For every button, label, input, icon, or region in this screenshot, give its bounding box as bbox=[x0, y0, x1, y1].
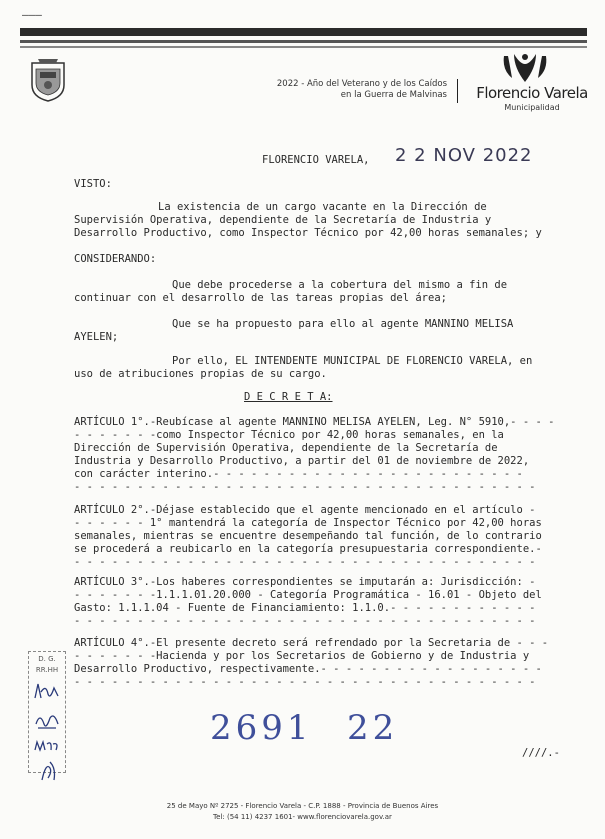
header-divider bbox=[457, 79, 458, 103]
decree-year: 22 bbox=[347, 708, 399, 748]
decree-number: 2691 bbox=[210, 708, 313, 748]
art3-line-3: Gasto: 1.1.1.04 - Fuente de Financiamiento: 1.1.0.- - - - - - - - - - - - bbox=[74, 602, 536, 614]
decreta-heading: D E C R E T A: bbox=[244, 391, 333, 403]
art1-line-1: ARTÍCULO 1°.-Reubícase al agente MANNINO MELISA AYELEN, Leg. N° 5910,- - - - bbox=[74, 416, 555, 428]
initials-signature-2 bbox=[32, 710, 62, 732]
art3-line-2: - - - - - - -1.1.1.01.20.000 - Categoría Programática - 16.01 - Objeto del bbox=[74, 589, 542, 601]
considerando-2-line-2: AYELEN; bbox=[74, 331, 119, 343]
por-ello-line-1: Por ello, EL INTENDENTE MUNICIPAL DE FLORENCIO VARELA, en bbox=[172, 355, 533, 367]
logo-name: Florencio Varela bbox=[476, 84, 588, 102]
slogan-line-1: 2022 - Año del Veterano y de los Caídos bbox=[276, 79, 447, 89]
top-scan-bar bbox=[20, 28, 587, 36]
visto-heading: VISTO: bbox=[74, 178, 112, 190]
slogan-line-2: en la Guerra de Malvinas bbox=[340, 90, 447, 100]
considerando-2-line-1: Que se ha propuesto para ello al agente MANNINO MELISA bbox=[172, 318, 514, 330]
florencio-varela-logo-icon bbox=[500, 52, 550, 84]
art1-line-2: - - - - - - -como Inspector Técnico por 42,00 horas semanales, en la bbox=[74, 429, 504, 441]
top-scan-line-thin bbox=[20, 46, 587, 48]
art2-line-5: - - - - - - - - - - - - - - - - - - - - - - - - - - - - - - - - - - - - - bbox=[74, 556, 536, 568]
initials-signature-1 bbox=[32, 680, 62, 702]
continuation-mark: ////.- bbox=[522, 747, 560, 759]
art4-line-2: - - - - - - -Hacienda y por los Secretarios de Gobierno y de Industria y bbox=[74, 650, 530, 662]
art4-line-1: ARTÍCULO 4°.-El presente decreto será refrendado por la Secretaria de - - - bbox=[74, 637, 549, 649]
initials-signature-3 bbox=[32, 736, 62, 756]
art4-line-4: - - - - - - - - - - - - - - - - - - - - - - - - - - - - - - - - - - - - - bbox=[74, 676, 536, 688]
initials-signature-4 bbox=[36, 758, 62, 784]
logo-subtitle: Municipalidad bbox=[504, 103, 560, 112]
art3-line-4: - - - - - - - - - - - - - - - - - - - - - - - - - - - - - - - - - - - - - bbox=[74, 615, 536, 627]
footer-contact: Tel: (54 11) 4237 1601- www.florenciovarela.gov.ar bbox=[213, 813, 392, 821]
art2-line-3: semanales, mientras se encuentre desempeñando tal función, de lo contrario bbox=[74, 530, 542, 542]
top-mark: ——— bbox=[22, 8, 42, 21]
art2-line-1: ARTÍCULO 2°.-Déjase establecido que el agente mencionado en el artículo - bbox=[74, 504, 536, 516]
visto-line-2: Supervisión Operativa, dependiente de la Secretaría de Industria y bbox=[74, 214, 492, 226]
art3-line-1: ARTÍCULO 3°.-Los haberes correspondientes se imputarán a: Jurisdicción: - bbox=[74, 576, 536, 588]
initials-box-line-2: RR.HH bbox=[35, 666, 59, 674]
date-stamp: 2 2 NOV 2022 bbox=[395, 145, 533, 166]
date-label: FLORENCIO VARELA, bbox=[262, 154, 370, 166]
visto-line-3: Desarrollo Productivo, como Inspector Técnico por 42,00 horas semanales; y bbox=[74, 227, 542, 239]
considerando-1-line-1: Que debe procederse a la cobertura del mismo a fin de bbox=[172, 279, 508, 291]
footer-address: 25 de Mayo Nº 2725 - Florencio Varela - C.P. 1888 - Provincia de Buenos Aires bbox=[166, 802, 439, 810]
art1-line-4: Industria y Desarrollo Productivo, a partir del 01 de noviembre de 2022, bbox=[74, 455, 530, 467]
visto-line-1: La existencia de un cargo vacante en la Dirección de bbox=[158, 201, 487, 213]
art1-line-5: con carácter interino.- - - - - - - - - - - - - - - - - - - - - - - - - bbox=[74, 468, 523, 480]
top-scan-line bbox=[20, 40, 587, 43]
art2-line-2: - - - - - - 1° mantendrá la categoría de Inspector Técnico por 42,00 horas bbox=[74, 517, 542, 529]
municipal-shield-icon bbox=[30, 57, 66, 103]
initials-box-line-1: D. G. bbox=[38, 655, 56, 663]
por-ello-line-2: uso de atribuciones propias de su cargo. bbox=[74, 368, 327, 380]
art2-line-4: se procederá a reubicarlo en la categoría presupuestaria correspondiente.- bbox=[74, 543, 542, 555]
art4-line-3: Desarrollo Productivo, respectivamente.- - - - - - - - - - - - - - - - - - bbox=[74, 663, 542, 675]
art1-line-3: Dirección de Supervisión Operativa, dependiente de la Secretaría de bbox=[74, 442, 498, 454]
header-slogan bbox=[207, 79, 447, 101]
considerando-heading: CONSIDERANDO: bbox=[74, 253, 157, 265]
considerando-1-line-2: continuar con el desarrollo de las tareas propias del área; bbox=[74, 292, 447, 304]
art1-line-6: - - - - - - - - - - - - - - - - - - - - - - - - - - - - - - - - - - - - - bbox=[74, 481, 536, 493]
